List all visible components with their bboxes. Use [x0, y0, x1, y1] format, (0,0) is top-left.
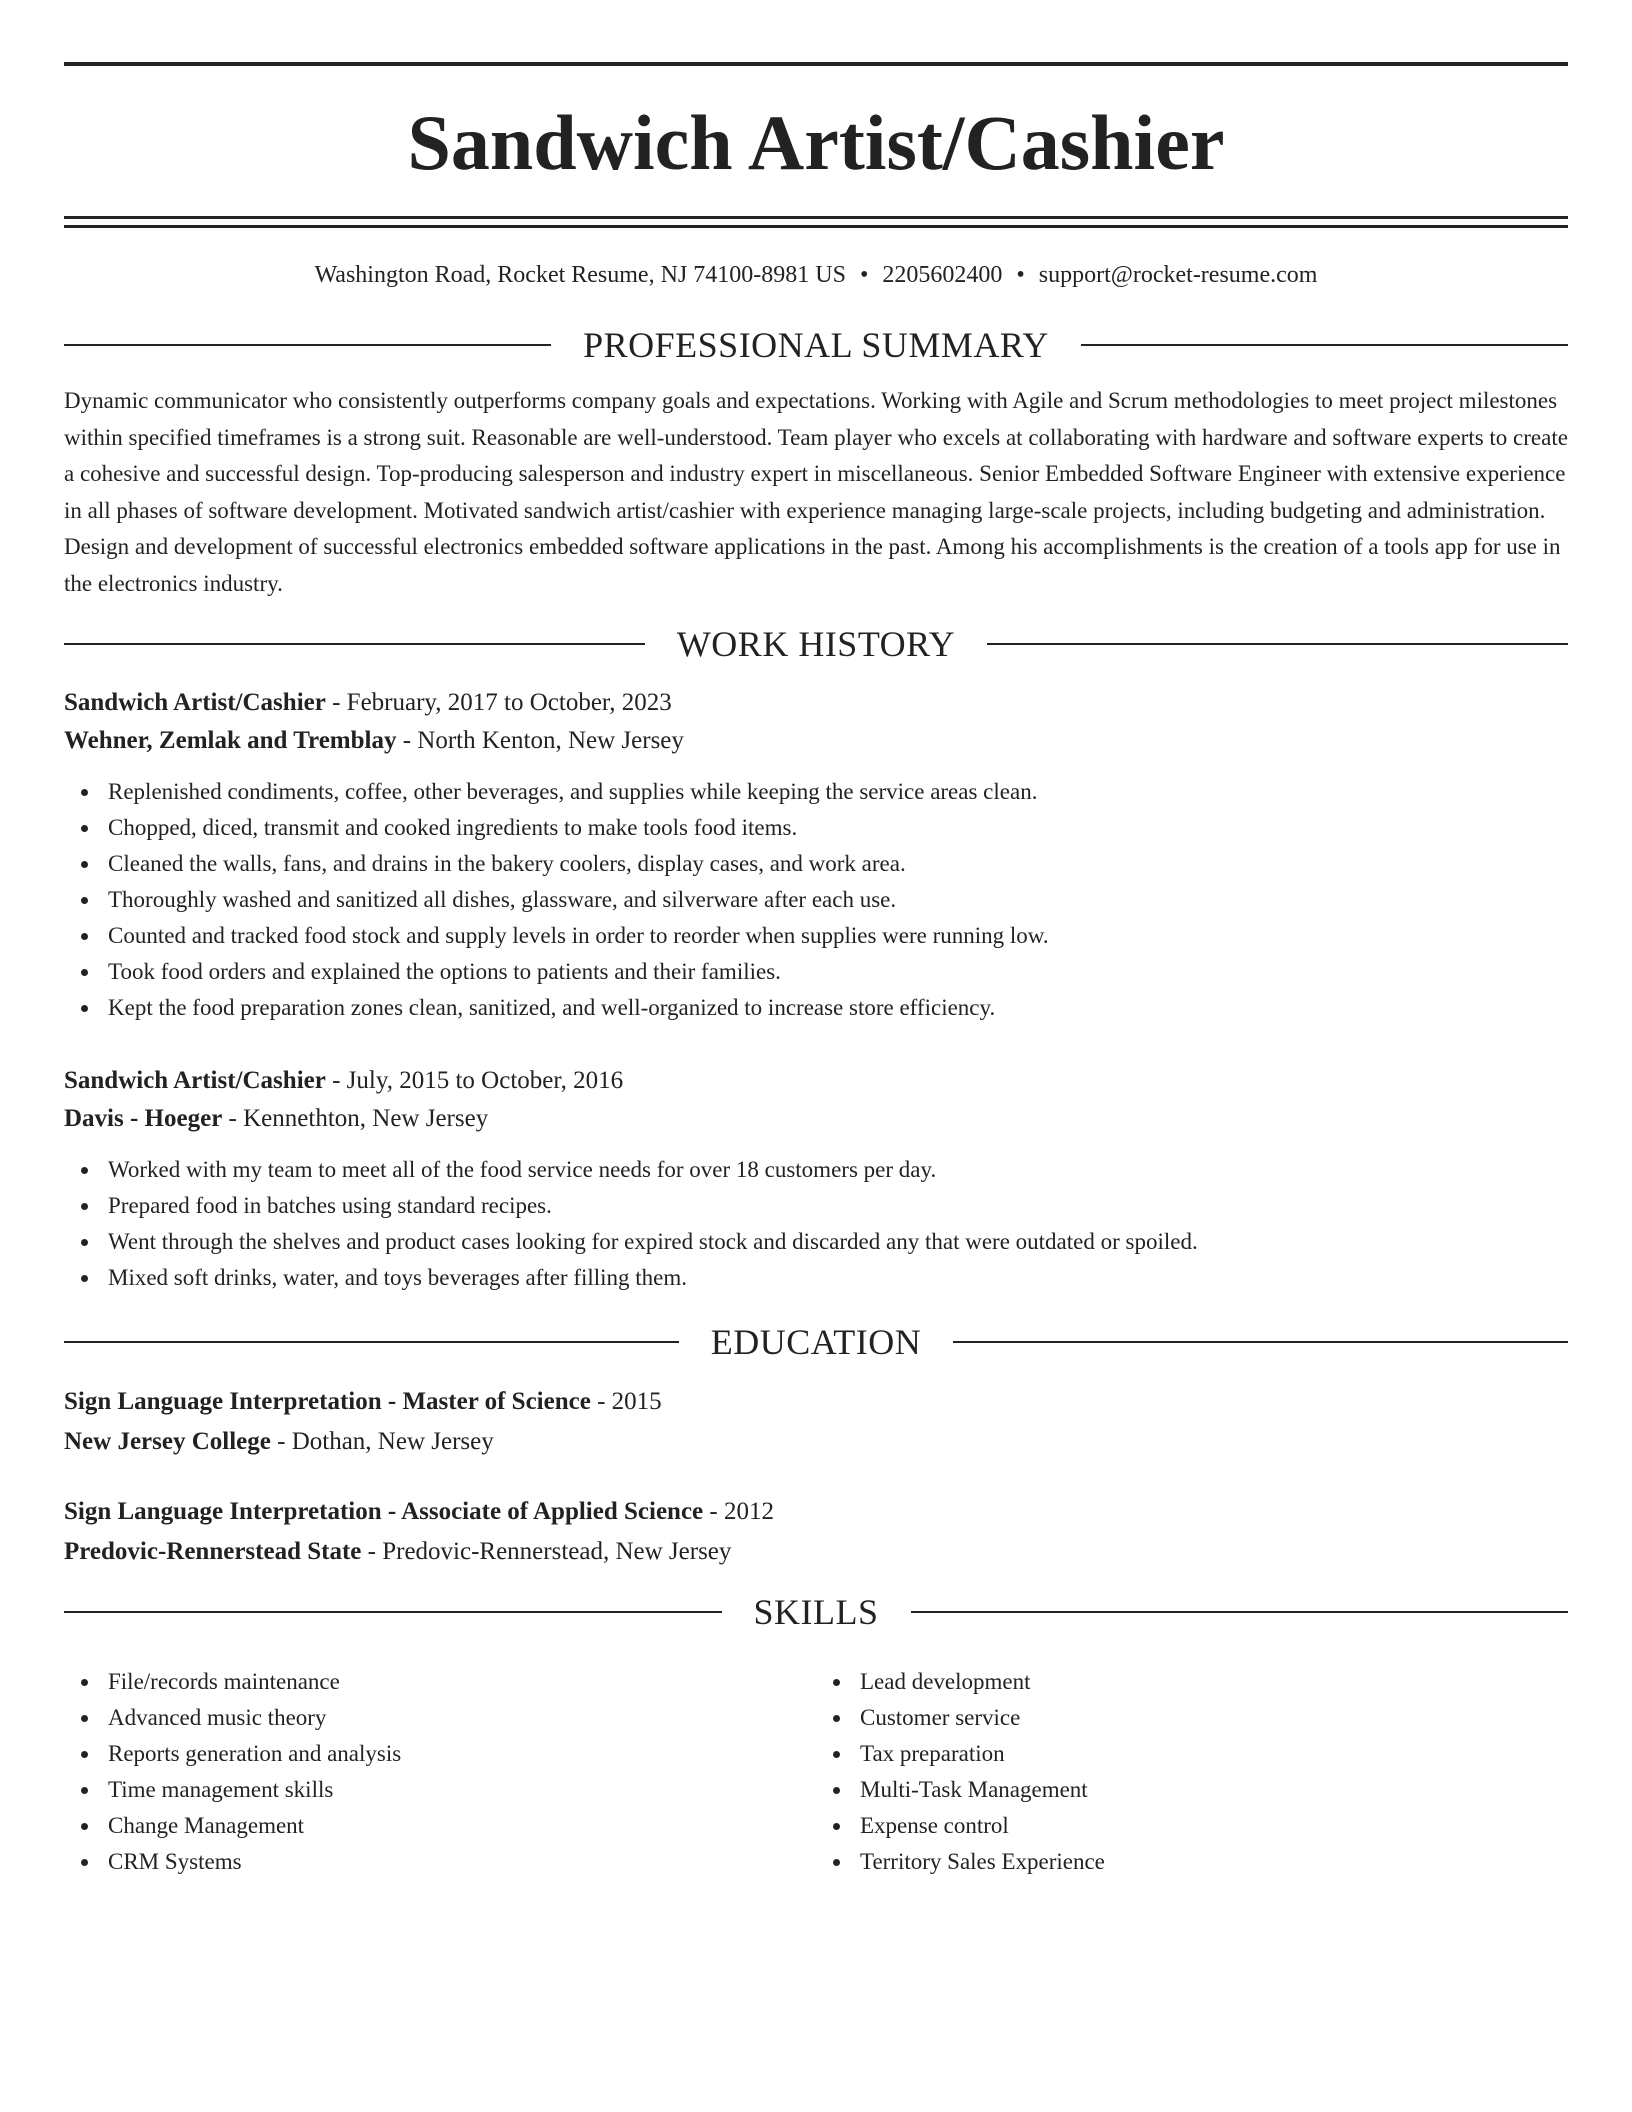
skill-item: Reports generation and analysis	[64, 1736, 816, 1772]
job-dates: - July, 2015 to October, 2016	[325, 1067, 624, 1094]
job-role: Sandwich Artist/Cashier	[64, 1067, 326, 1094]
skill-item: File/records maintenance	[64, 1664, 816, 1700]
contact-email: support@rocket-resume.com	[1038, 262, 1318, 288]
double-rule	[64, 216, 1568, 228]
education-heading	[64, 1382, 1568, 1422]
education-school-line	[64, 1532, 1568, 1572]
skill-item: Expense control	[816, 1808, 1568, 1844]
job-bullet: Replenished condiments, coffee, other beverages, and supplies while keeping the service areas clean.	[64, 774, 1568, 810]
job-location: - Kennethton, New Jersey	[222, 1105, 489, 1132]
job-bullet: Prepared food in batches using standard recipes.	[64, 1188, 1568, 1224]
job-location: - North Kenton, New Jersey	[396, 727, 684, 754]
job-company: Davis - Hoeger	[64, 1105, 223, 1132]
summary-text: Dynamic communicator who consistently outperforms company goals and expectations. Working with Agile and Scrum methodologies to meet project milestones within specified timeframes is a strong suit. Reasonable are well-understood. Team player who excels at collaborating with hardware and software experts to create a cohesive and successful design. Top-producing salesperson and industry expert in miscellaneous. Senior Embedded Software Engineer with extensive experience in all phases of software development. Motivated sandwich artist/cashier with experience managing large-scale projects, including budgeting and administration. Design and development of successful electronics embedded software applications in the past. Among his accomplishments is the creation of a tools app for use in the electronics industry.	[64, 388, 1568, 596]
section-title-work: WORK HISTORY	[676, 624, 956, 664]
job-bullets	[64, 774, 1568, 1026]
section-rule	[64, 1341, 679, 1343]
skills-columns	[64, 1650, 1568, 1880]
education-degree: Sign Language Interpretation - Master of Science	[64, 1388, 591, 1415]
skill-item: CRM Systems	[64, 1844, 816, 1880]
section-title-education: EDUCATION	[710, 1322, 922, 1362]
section-rule	[64, 643, 645, 645]
skill-item: Lead development	[816, 1664, 1568, 1700]
contact-phone: 2205602400	[882, 262, 1003, 288]
skill-item: Time management skills	[64, 1772, 816, 1808]
contact-separator: •	[1016, 262, 1025, 288]
section-rule	[953, 1341, 1568, 1343]
section-header-summary	[64, 327, 1568, 363]
section-rule	[64, 1611, 722, 1613]
job-bullet: Went through the shelves and product cases looking for expired stock and discarded any that were outdated or spoiled.	[64, 1224, 1568, 1260]
job-bullet: Cleaned the walls, fans, and drains in the bakery coolers, display cases, and work area.	[64, 846, 1568, 882]
job-bullet: Worked with my team to meet all of the food service needs for over 18 customers per day.	[64, 1152, 1568, 1188]
resume-title: Sandwich Artist/Cashier	[407, 99, 1225, 186]
job-bullet: Chopped, diced, transmit and cooked ingredients to make tools food items.	[64, 810, 1568, 846]
education-school: New Jersey College	[64, 1428, 271, 1455]
skills-list-left	[64, 1664, 816, 1880]
education-school-line	[64, 1422, 1568, 1462]
job-role: Sandwich Artist/Cashier	[64, 689, 326, 716]
section-rule	[1081, 344, 1568, 346]
education-school: Predovic-Rennerstead State	[64, 1538, 362, 1565]
contact-line	[64, 262, 1568, 289]
section-header-work	[64, 626, 1568, 662]
section-rule	[911, 1611, 1569, 1613]
job-heading	[64, 1062, 1568, 1100]
education-entry	[64, 1382, 1568, 1462]
education-location: - Predovic-Rennerstead, New Jersey	[361, 1538, 732, 1565]
job-bullet: Counted and tracked food stock and supply levels in order to reorder when supplies were running low.	[64, 918, 1568, 954]
education-degree: Sign Language Interpretation - Associate of Applied Science	[64, 1498, 704, 1525]
job-dates: - February, 2017 to October, 2023	[325, 689, 672, 716]
job-entry	[64, 684, 1568, 1026]
job-company: Wehner, Zemlak and Tremblay	[64, 727, 397, 754]
skill-item: Multi-Task Management	[816, 1772, 1568, 1808]
section-header-skills	[64, 1594, 1568, 1630]
section-rule	[64, 344, 551, 346]
contact-address: Washington Road, Rocket Resume, NJ 74100-8981 US	[314, 262, 846, 288]
skill-item: Change Management	[64, 1808, 816, 1844]
section-title-skills: SKILLS	[753, 1592, 879, 1632]
education-year: - 2012	[703, 1498, 774, 1525]
job-bullet: Mixed soft drinks, water, and toys beverages after filling them.	[64, 1260, 1568, 1296]
education-location: - Dothan, New Jersey	[270, 1428, 494, 1455]
section-header-education	[64, 1324, 1568, 1360]
job-bullet: Kept the food preparation zones clean, sanitized, and well-organized to increase store efficiency.	[64, 990, 1568, 1026]
education-entry	[64, 1492, 1568, 1572]
job-company-line	[64, 1100, 1568, 1138]
skill-item: Territory Sales Experience	[816, 1844, 1568, 1880]
job-bullet: Took food orders and explained the options to patients and their families.	[64, 954, 1568, 990]
job-bullet: Thoroughly washed and sanitized all dishes, glassware, and silverware after each use.	[64, 882, 1568, 918]
contact-separator: •	[859, 262, 869, 288]
education-heading	[64, 1492, 1568, 1532]
skills-list-right	[816, 1664, 1568, 1880]
job-heading	[64, 684, 1568, 722]
skill-item: Tax preparation	[816, 1736, 1568, 1772]
section-rule	[987, 643, 1568, 645]
job-entry	[64, 1062, 1568, 1296]
section-title-summary: PROFESSIONAL SUMMARY	[583, 325, 1049, 365]
education-year: - 2015	[590, 1388, 662, 1415]
skill-item: Customer service	[816, 1700, 1568, 1736]
job-bullets	[64, 1152, 1568, 1296]
job-company-line	[64, 722, 1568, 760]
skill-item: Advanced music theory	[64, 1700, 816, 1736]
